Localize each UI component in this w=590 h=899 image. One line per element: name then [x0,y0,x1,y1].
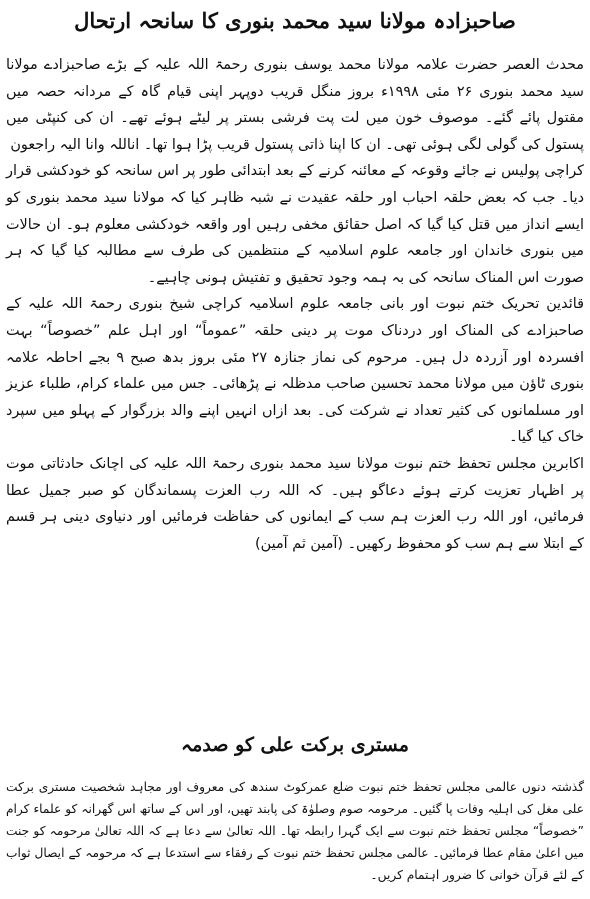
inna-lillahi-quote: اناللہ وانا الیہ راجعون [10,136,140,153]
article-bannuri-obituary [6,4,584,557]
paragraph-1: گذشتہ دنوں عالمی مجلس تحفظ ختم نبوت ضلع عمرکوٹ سندھ کی معروف اور مجاہد شخصیت مستری برکت علی مغل کی اہلیہ وفات پا گئیں۔ مرحومہ صوم وصلوٰۃ کی پابند تھیں، اور اس کے ساتھ اس گھرانہ کو علماء کرام ”خصوصاً“ مجلس تحفظ ختم نبوت سے ایک گہرا رابطہ تھا۔ اللہ تعالیٰ سے دعا ہے کہ اللہ تعالیٰ مرحومہ کو جنت میں اعلیٰ مقام عطا فرمائیں۔ عالمی مجلس تحفظ ختم نبوت کے رفقاء سے استدعا ہے کہ مرحومہ کے ایصال ثواب کے لئے قرآن خوانی کا ضرور اہتمام کریں۔ [6,780,584,882]
paragraph-1 [6,52,584,158]
paragraph-3: قائدین تحریک ختم نبوت اور بانی جامعہ علوم اسلامیہ کراچی شیخ بنوری رحمۃ اللہ علیہ کے صاحبزادے کی المناک اور دردناک موت پر دینی حلقہ ”عموماً“ اور اہل علم ”خصوصاً“ بہت افسردہ اور آزردہ دل ہیں۔ مرحوم کی نماز جنازہ ۲۷ مئی بروز بدھ صبح ۹ بجے احاطہ علامہ بنوری ٹاؤن میں مولانا محمد تحسین صاحب مدظلہ نے پڑھائی۔ جس میں علماء کرام، طلباء عزیز اور مسلمانوں کی کثیر تعداد نے شرکت کی۔ بعد ازاں انہیں اپنے والد بزرگوار کے پہلو میں سپرد خاک کیا گیا۔ [6,296,584,446]
article-body [6,776,584,886]
article-title: صاحبزادہ مولانا سید محمد بنوری کا سانحہ ارتحال [74,8,516,33]
closing-dua: (آمین ثم آمین) [255,535,344,552]
article-title: مستری برکت علی کو صدمہ [181,734,409,756]
article-body [6,52,584,557]
paragraph-1-text: محدث العصر حضرت علامہ مولانا محمد یوسف بنوری رحمۃ اللہ علیہ کے بڑے صاحبزادے مولانا سید محمد بنوری ۲۶ مئی ۱۹۹۸ء بروز منگل قریب دوپہر اپنی قیام گاہ کے مردانہ حصہ میں مقتول پائے گئے۔ موصوف خون میں لت پت فرشی بستر پر لیٹے ہوئے تھے۔ ان کی کنپٹی میں پستول کی گولی لگی ہوئی تھی۔ ان کا اپنا ذاتی پستول قریب پڑا ہوا تھا۔ [6,57,584,153]
paragraph-4-text: اکابرین مجلس تحفظ ختم نبوت مولانا سید محمد بنوری رحمۃ اللہ علیہ کی اچانک حادثاتی موت پر اظہار تعزیت کرتے ہوئے دعاگو ہیں۔ کہ اللہ رب العزت پسماندگان کو صبر جمیل عطا فرمائیں، اور اللہ رب العزت ہم سب کے ایمانوں کی حفاظت فرمائیں اور دنیاوی دینی ہر قسم کے ابتلا سے ہم سب کو محفوظ رکھیں۔ [6,455,584,552]
paragraph-2: کراچی پولیس نے جائے وقوعہ کے معائنہ کرنے کے بعد ابتدائی طور پر اس سانحہ کو خودکشی قرار دیا۔ جب کہ بعض حلقہ احباب اور حلقہ عقیدت نے شبہ ظاہر کیا کہ مولانا سید محمد بنوری کو ایسے انداز میں قتل کیا گیا کہ اصل حقائق مخفی رہیں اور واقعہ خودکشی معلوم ہو۔ ان حالات میں بنوری خاندان اور جامعہ علوم اسلامیہ کے منتظمین کی طرف سے مطالبہ کیا گیا کہ ہر صورت اس المناک سانحہ کی بہ ہمہ وجود تحقیق و تفتیش ہونی چاہیے۔ [6,163,584,286]
document-page [6,0,584,899]
article-barkat-ali-condolence [6,728,584,886]
paragraph-4 [6,451,584,557]
